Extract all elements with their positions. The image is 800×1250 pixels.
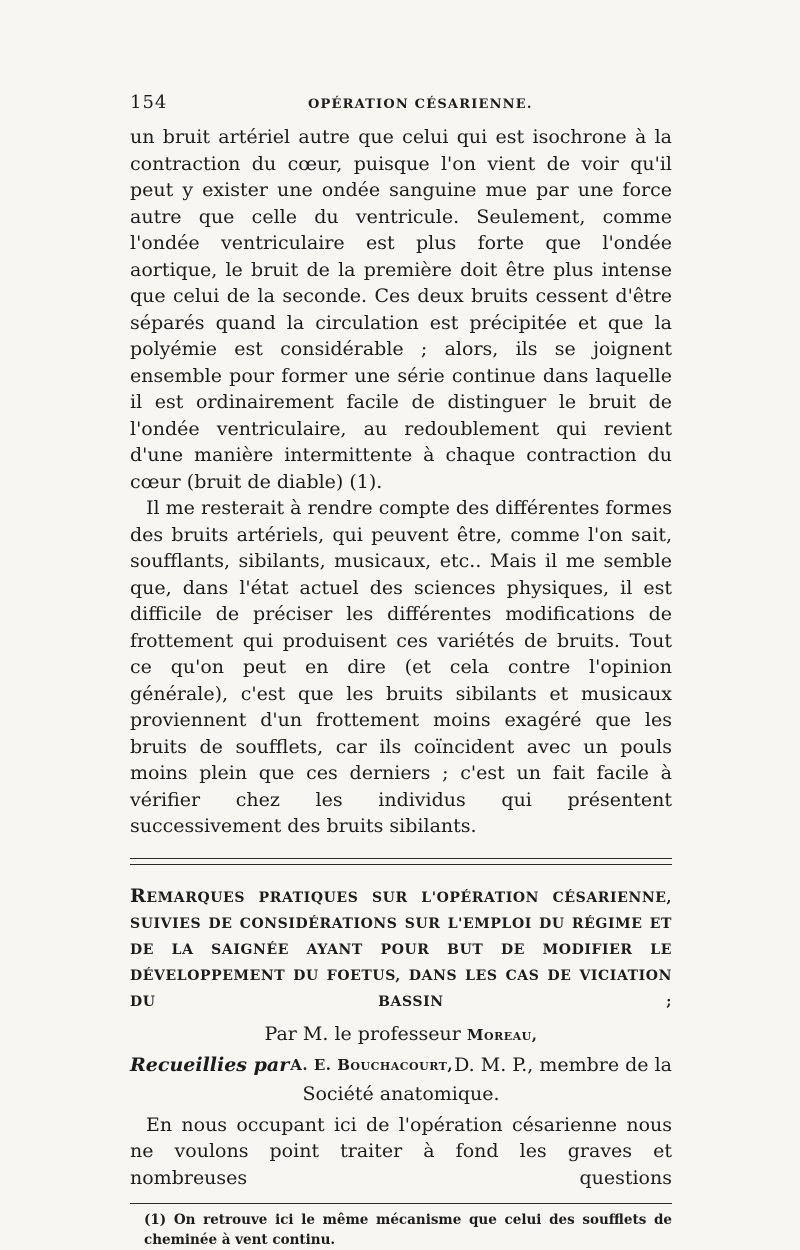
section-title-initial: R (130, 884, 147, 907)
page-number: 154 (130, 92, 168, 113)
society-name: Société anatomique. (302, 1082, 500, 1105)
byline-prefix: Par M. le professeur (264, 1022, 461, 1045)
section-title (130, 883, 672, 1015)
paragraph-2: Il me resterait à rendre compte des différentes formes des bruits artériels, qui peuvent être, comme l'on sait, soufflants, sibilants, musicaux, etc.. Mais il me semble que, dans l'état actuel des sciences physiques, il est difficile de préciser les différentes modifications de frottement qui produisent ces variétés de bruits. Tout ce qu'on peut en dire (et cela contre l'opinion générale), c'est que les bruits sibilants et musicaux proviennent d'un frottement moins exagéré que les bruits de soufflets, car ils coïncident avec un pouls moins plein que ces derniers ; c'est un fait facile à vérifier chez les individus qui présentent successivement des bruits sibilants. (130, 497, 672, 837)
author-name: Moreau, (466, 1025, 538, 1044)
collector-name: A. E. Bouchacourt, (290, 1055, 454, 1074)
footnote-rule (130, 1203, 672, 1204)
collector-credentials: D. M. P., membre de la (454, 1053, 672, 1076)
page-header (130, 92, 672, 118)
paragraph-3: En nous occupant ici de l'opération césarienne nous ne voulons point traiter à fond les graves et nombreuses questions (130, 1113, 672, 1189)
running-title: OPÉRATION CÉSARIENNE. (308, 97, 533, 112)
author-byline (130, 1019, 672, 1050)
collector-line (130, 1050, 672, 1080)
collector-label: Recueillies par (130, 1053, 290, 1076)
page (130, 92, 672, 1250)
section-divider (130, 858, 672, 865)
paragraph-1: un bruit artériel autre que celui qui est isochrone à la contraction du cœur, puisque l'on vient de voir qu'il peut y exister une ondée sanguine mue par une force autre que celle du ventricule. Seulement, comme l'ondée ventriculaire est plus forte que l'ondée aortique, le bruit de la première doit être plus intense que celui de la seconde. Ces deux bruits cessent d'être séparés quand la circulation est précipitée et que la polyémie est considérable ; alors, ils se joignent ensemble pour former une série continue dans laquelle il est ordinairement facile de distinguer le bruit de l'ondée ventriculaire, au redoublement qui revient d'une manière intermittente à chaque contraction du cœur (bruit de diable) (1). (130, 126, 672, 493)
section-title-text: EMARQUES PRATIQUES SUR L'OPÉRATION CÉSARIENNE, SUIVIES DE CONSIDÉRATIONS SUR L'EMPLOI DU RÉGIME ET DE LA SAIGNÉE AYANT POUR BUT DE MODIFIER LE DÉVELOPPEMENT DU FOETUS, DANS LES CAS DE VICIATION DU BASSIN ; (130, 889, 672, 1010)
footnote: (1) On retrouve ici le même mécanisme que celui des soufflets de cheminée à vent continu. (144, 1212, 672, 1248)
